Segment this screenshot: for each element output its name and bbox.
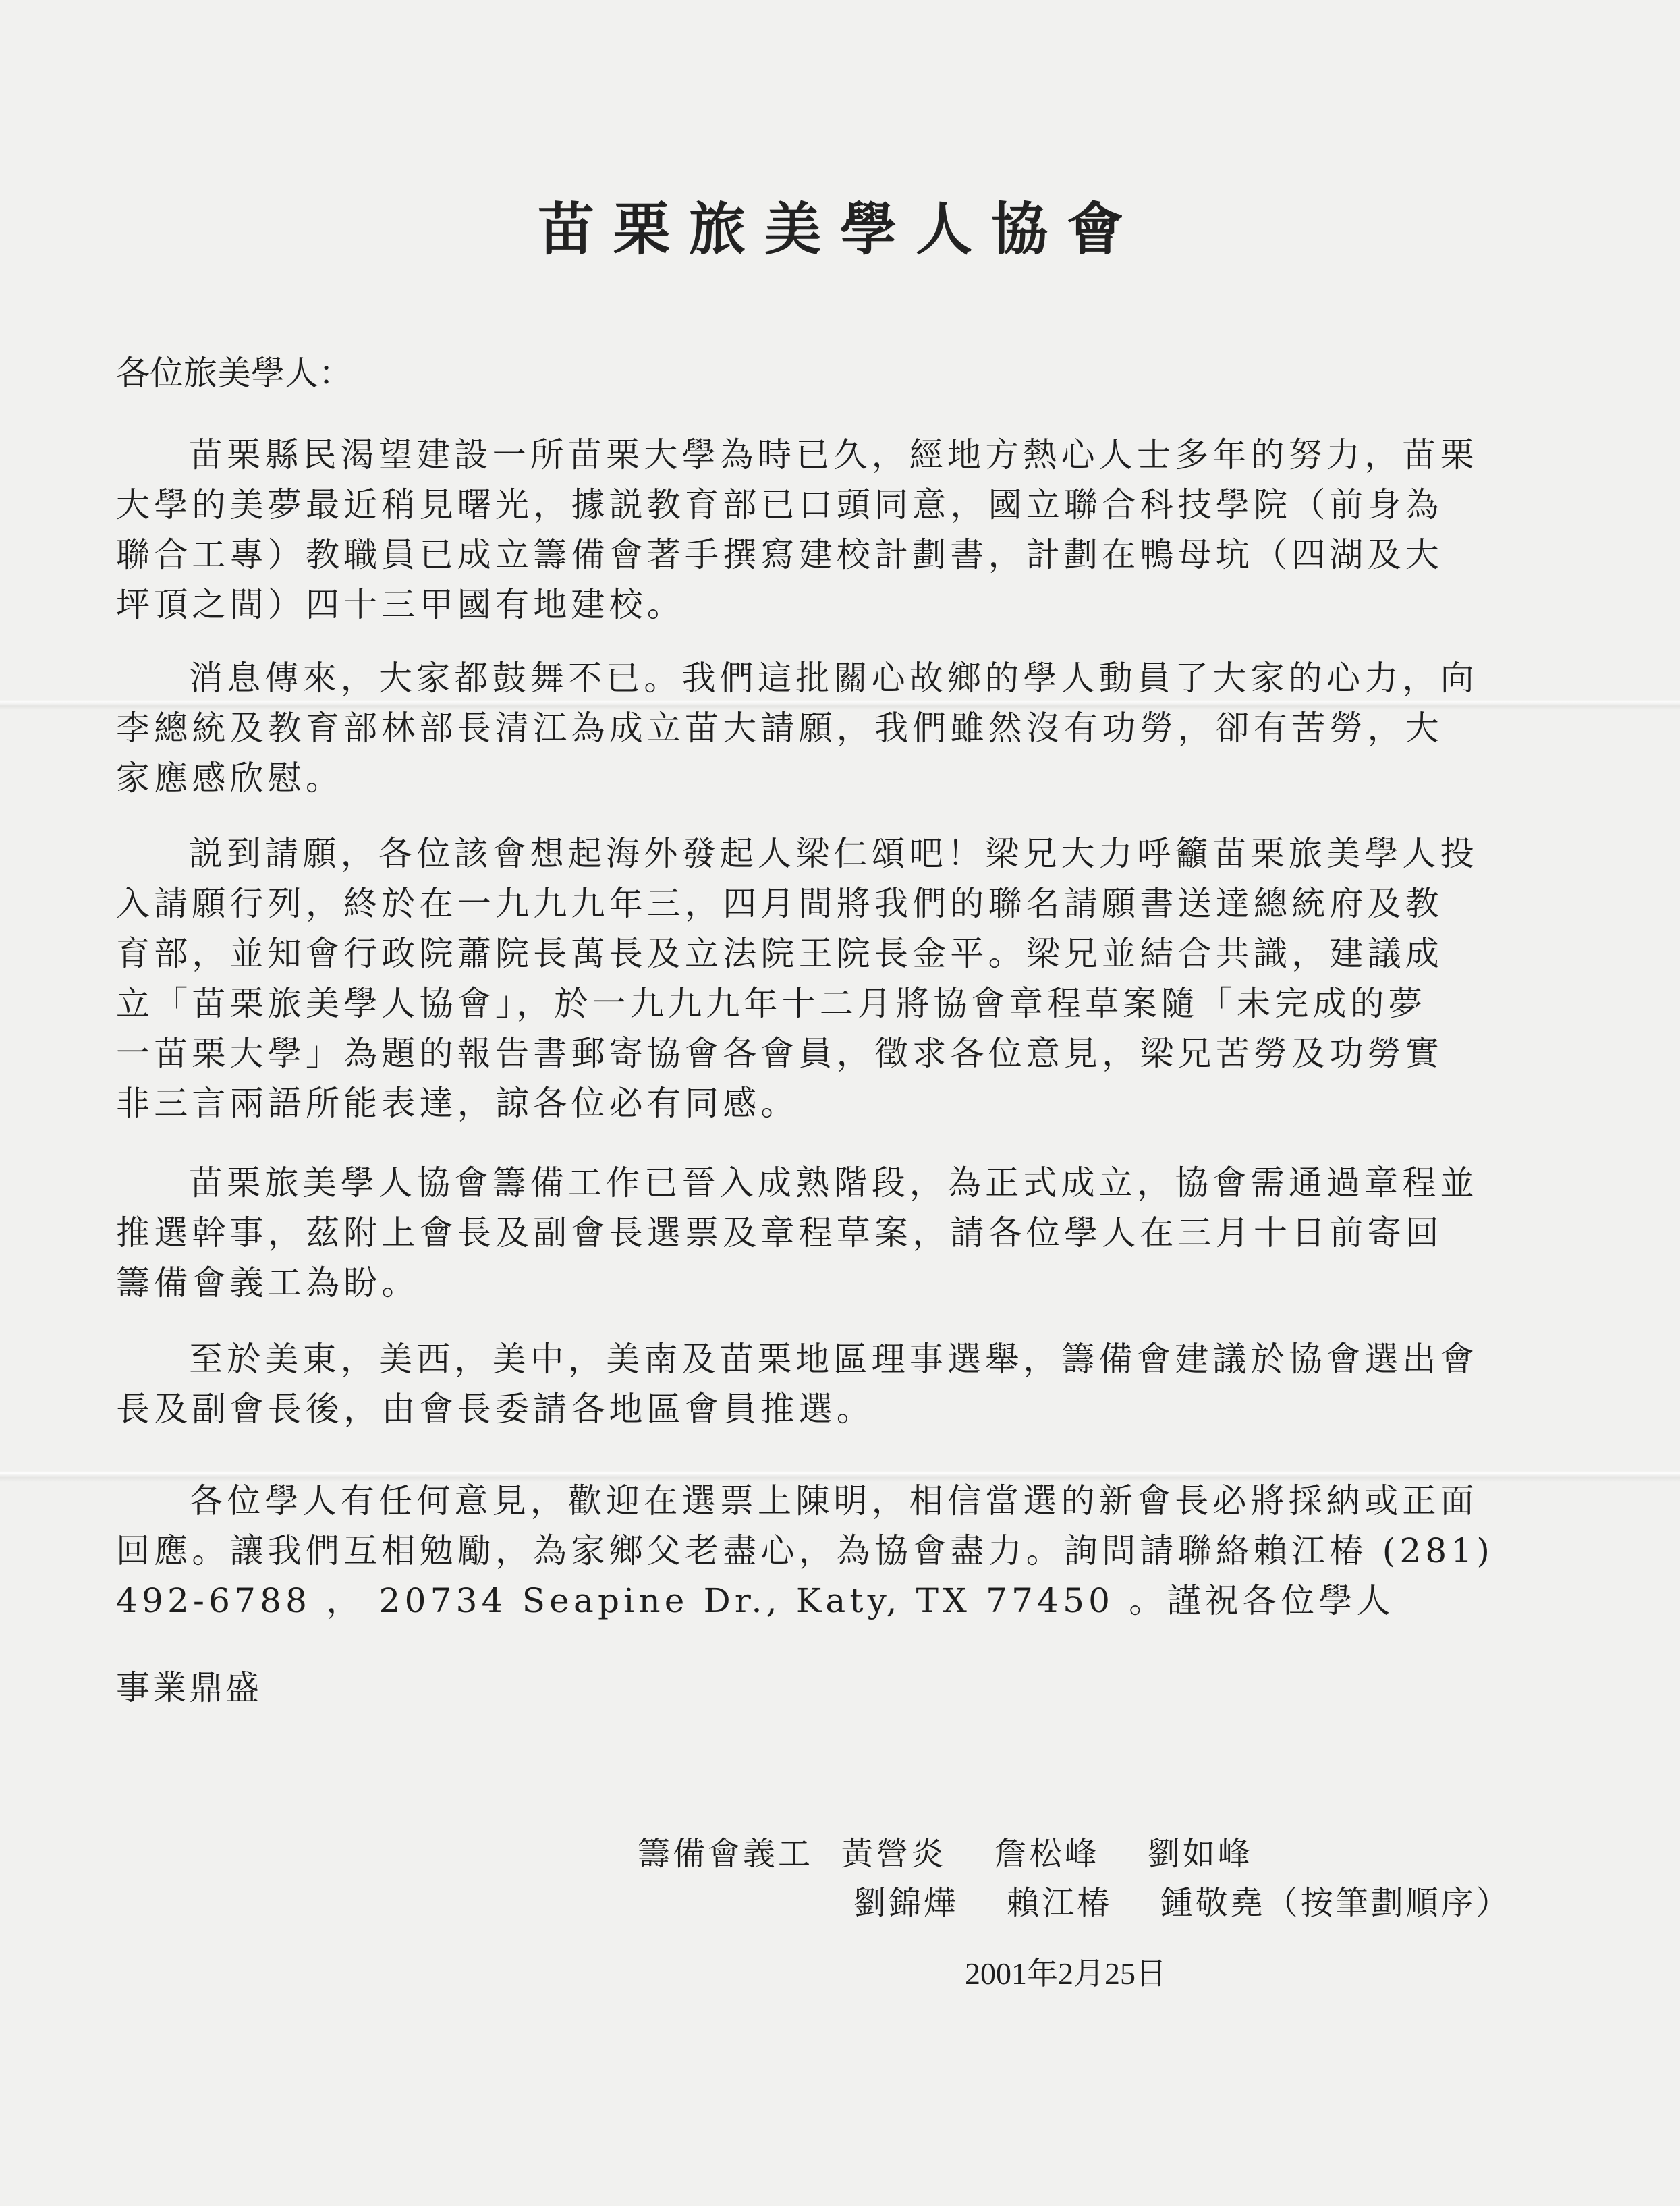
paragraph-4 <box>116 1158 1526 1308</box>
paragraph-line: 推選幹事，茲附上會長及副會長選票及章程草案，請各位學人在三月十日前寄回 <box>116 1213 1443 1252</box>
salutation: 各位旅美學人： <box>116 354 352 393</box>
paragraph-line: 消息傳來，大家都鼓舞不已。我們這批關心故鄉的學人動員了大家的心力，向 <box>189 659 1478 698</box>
letter-title: 苗栗旅美學人協會 <box>537 196 1142 263</box>
paragraph-line: 至於美東，美西，美中，美南及苗栗地區理事選舉，籌備會建議於協會選出會 <box>189 1340 1478 1379</box>
paragraph-line: 長及副會長後，由會長委請各地區會員推選。 <box>116 1389 874 1429</box>
signatory-name: 鍾敬堯 <box>1160 1884 1266 1922</box>
signatory-name: 黃營炎 <box>841 1835 947 1873</box>
closing-wish: 事業鼎盛 <box>116 1668 262 1707</box>
ordering-note: （按筆劃順序） <box>1265 1884 1511 1922</box>
paragraph-5 <box>116 1334 1526 1434</box>
paragraph-line: 籌備會義工為盼。 <box>116 1263 420 1302</box>
signature-role: 籌備會義工 <box>638 1835 814 1873</box>
paragraph-1 <box>116 430 1526 630</box>
paragraph-line: 苗栗縣民渴望建設一所苗栗大學為時已久，經地方熱心人士多年的努力，苗栗 <box>189 435 1478 474</box>
paragraph-line: 一苗栗大學」為題的報告書郵寄協會各會員，徵求各位意見，梁兄苦勞及功勞實 <box>116 1034 1443 1073</box>
paragraph-line: 李總統及教育部林部長清江為成立苗大請願，我們雖然沒有功勞，卻有苦勞，大 <box>116 709 1443 748</box>
signatory-name: 劉錦燁 <box>853 1884 959 1922</box>
paragraph-line: 聯合工專）教職員已成立籌備會著手撰寫建校計劃書，計劃在鴨母坑（四湖及大 <box>116 535 1443 574</box>
signatory-name: 劉如峰 <box>1147 1835 1253 1873</box>
signature-row-2 <box>853 1879 1511 1927</box>
signatory-name: 賴江椿 <box>1007 1884 1113 1922</box>
paragraph-line: 回應。讓我們互相勉勵，為家鄉父老盡心，為協會盡力。詢問請聯絡賴江椿 (281) <box>116 1531 1494 1570</box>
paragraph-line: 育部，並知會行政院蕭院長萬長及立法院王院長金平。梁兄並結合共識，建議成 <box>116 934 1443 973</box>
paragraph-line: 家應感欣慰。 <box>116 759 344 798</box>
paragraph-line: 苗栗旅美學人協會籌備工作已晉入成熟階段，為正式成立，協會需通過章程並 <box>189 1163 1478 1203</box>
paragraph-line: 非三言兩語所能表達，諒各位必有同感。 <box>116 1084 799 1123</box>
paragraph-2 <box>116 653 1526 803</box>
letter-date: 2001年2月25日 <box>965 1956 1167 1991</box>
paragraph-line: 入請願行列，終於在一九九九年三，四月間將我們的聯名請願書送達總統府及教 <box>116 884 1443 923</box>
paragraph-line: 坪頂之間）四十三甲國有地建校。 <box>116 585 685 624</box>
paragraph-3 <box>116 829 1526 1128</box>
contact-address-line: 492-6788 ， 20734 Seapine Dr., Katy, TX 77450 。謹祝各位學人 <box>116 1581 1395 1620</box>
signatory-name: 詹松峰 <box>994 1835 1100 1873</box>
paragraph-line: 各位學人有任何意見，歡迎在選票上陳明，相信當選的新會長必將採納或正面 <box>189 1481 1478 1520</box>
paragraph-line: 大學的美夢最近稍見曙光，據説教育部已口頭同意，國立聯合科技學院（前身為 <box>116 485 1443 524</box>
signature-row-1 <box>638 1830 1291 1877</box>
paragraph-line: 立「苗栗旅美學人協會」，於一九九九年十二月將協會章程草案隨「未完成的夢 <box>116 984 1426 1023</box>
paragraph-line: 説到請願，各位該會想起海外發起人梁仁頌吧！梁兄大力呼籲苗栗旅美學人投 <box>189 834 1478 873</box>
paragraph-6 <box>116 1476 1526 1626</box>
